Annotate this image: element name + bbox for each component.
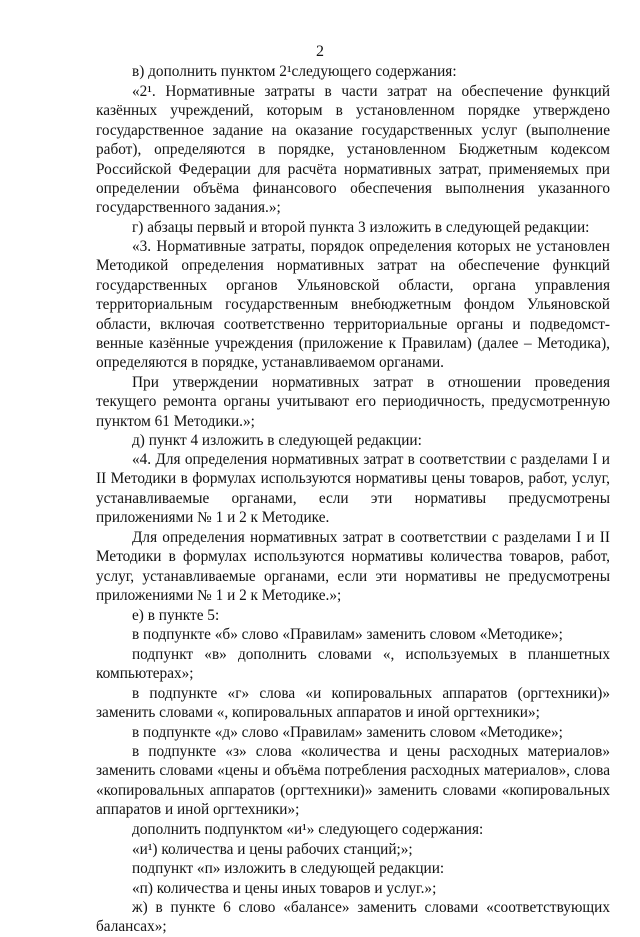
clause-3-paragraph: «3. Нормативные затраты, порядок определения которых не установлен Методикой определения нормативных затрат на обеспечение функций государственных органов Ульяновской области, органа управления территориальным государственным внебюджетным фондом Ульяновской области, включая соответственно территориальные органы и подведомст-венные казённые учреждения (приложение к Правилам) (далее – Методика), определяются в порядке, устанавливаемом органами. (96, 238, 610, 372)
page-number: 2 (316, 43, 324, 60)
amendment-zh-paragraph: ж) в пункте 6 слово «балансе» заменить словами «соответствующих балансах»; (96, 899, 610, 936)
subclause-p-paragraph: подпункт «п» изложить в следующей редакции: (132, 860, 445, 877)
add-subclause-i1-paragraph: дополнить подпунктом «и¹» следующего содержания: (132, 821, 484, 838)
subclause-i1-text: «и¹) количества и цены рабочих станций;»; (132, 841, 413, 858)
subclause-z-paragraph: в подпункте «з» слова «количества и цены расходных материалов» заменить словами «цены и объёма потребления расходных материалов», слова «копировальных аппаратов (оргтехники)» заменить словами «копировальных аппаратов и иной оргтехники»; (96, 743, 610, 819)
clause-4-paragraph: «4. Для определения нормативных затрат в соответствии с разделами I и II Методики в формулах используются нормативы цены товаров, работ, услуг, устанавливаемые органами, если эти нормативы предусмотрены приложениями № 1 и 2 к Методике. (96, 451, 610, 527)
subclause-v-paragraph: подпункт «в» дополнить словами «, используемых в планшетных компьютерах»; (96, 646, 610, 683)
amendment-g-paragraph: г) абзацы первый и второй пункта 3 изложить в следующей редакции: (132, 219, 590, 236)
clause-2-1-paragraph: «2¹. Нормативные затраты в части затрат на обеспечение функций казённых учреждений, которым в установленном порядке утверждено государственное задание на оказание государственных услуг (выполнение работ), определяются в порядке, установленном Бюджетным кодексом Российской Федерации для расчёта нормативных затрат, применяемых при определении объёма финансового обеспечения выполнения указанного государственного задания.»; (96, 83, 610, 217)
clause-4-second-paragraph: Для определения нормативных затрат в соответствии с разделами I и II Методики в формулах используются нормативы количества товаров, работ, услуг, устанавливаемые органами, если эти нормативы не предусмотрены приложениями № 1 и 2 к Методике.»; (96, 529, 610, 605)
repair-paragraph: При утверждении нормативных затрат в отношении проведения текущего ремонта органы учитывают его периодичность, предусмотренную пунктом 61 Методики.»; (96, 374, 610, 430)
subclause-p-text: «п) количества и цены иных товаров и услуг.»; (132, 880, 437, 897)
amendment-v-paragraph: в) дополнить пунктом 2¹следующего содержания: (132, 63, 457, 80)
subclause-g-paragraph: в подпункте «г» слова «и копировальных аппаратов (оргтехники)» заменить словами «, копировальных аппаратов и иной оргтехники»; (96, 685, 610, 722)
subclause-b-paragraph: в подпункте «б» слово «Правилам» заменить словом «Методике»; (132, 626, 563, 643)
amendment-e-paragraph: е) в пункте 5: (132, 607, 220, 624)
amendment-d-paragraph: д) пункт 4 изложить в следующей редакции: (132, 432, 422, 449)
subclause-d-paragraph: в подпункте «д» слово «Правилам» заменить словом «Методике»; (132, 724, 563, 741)
